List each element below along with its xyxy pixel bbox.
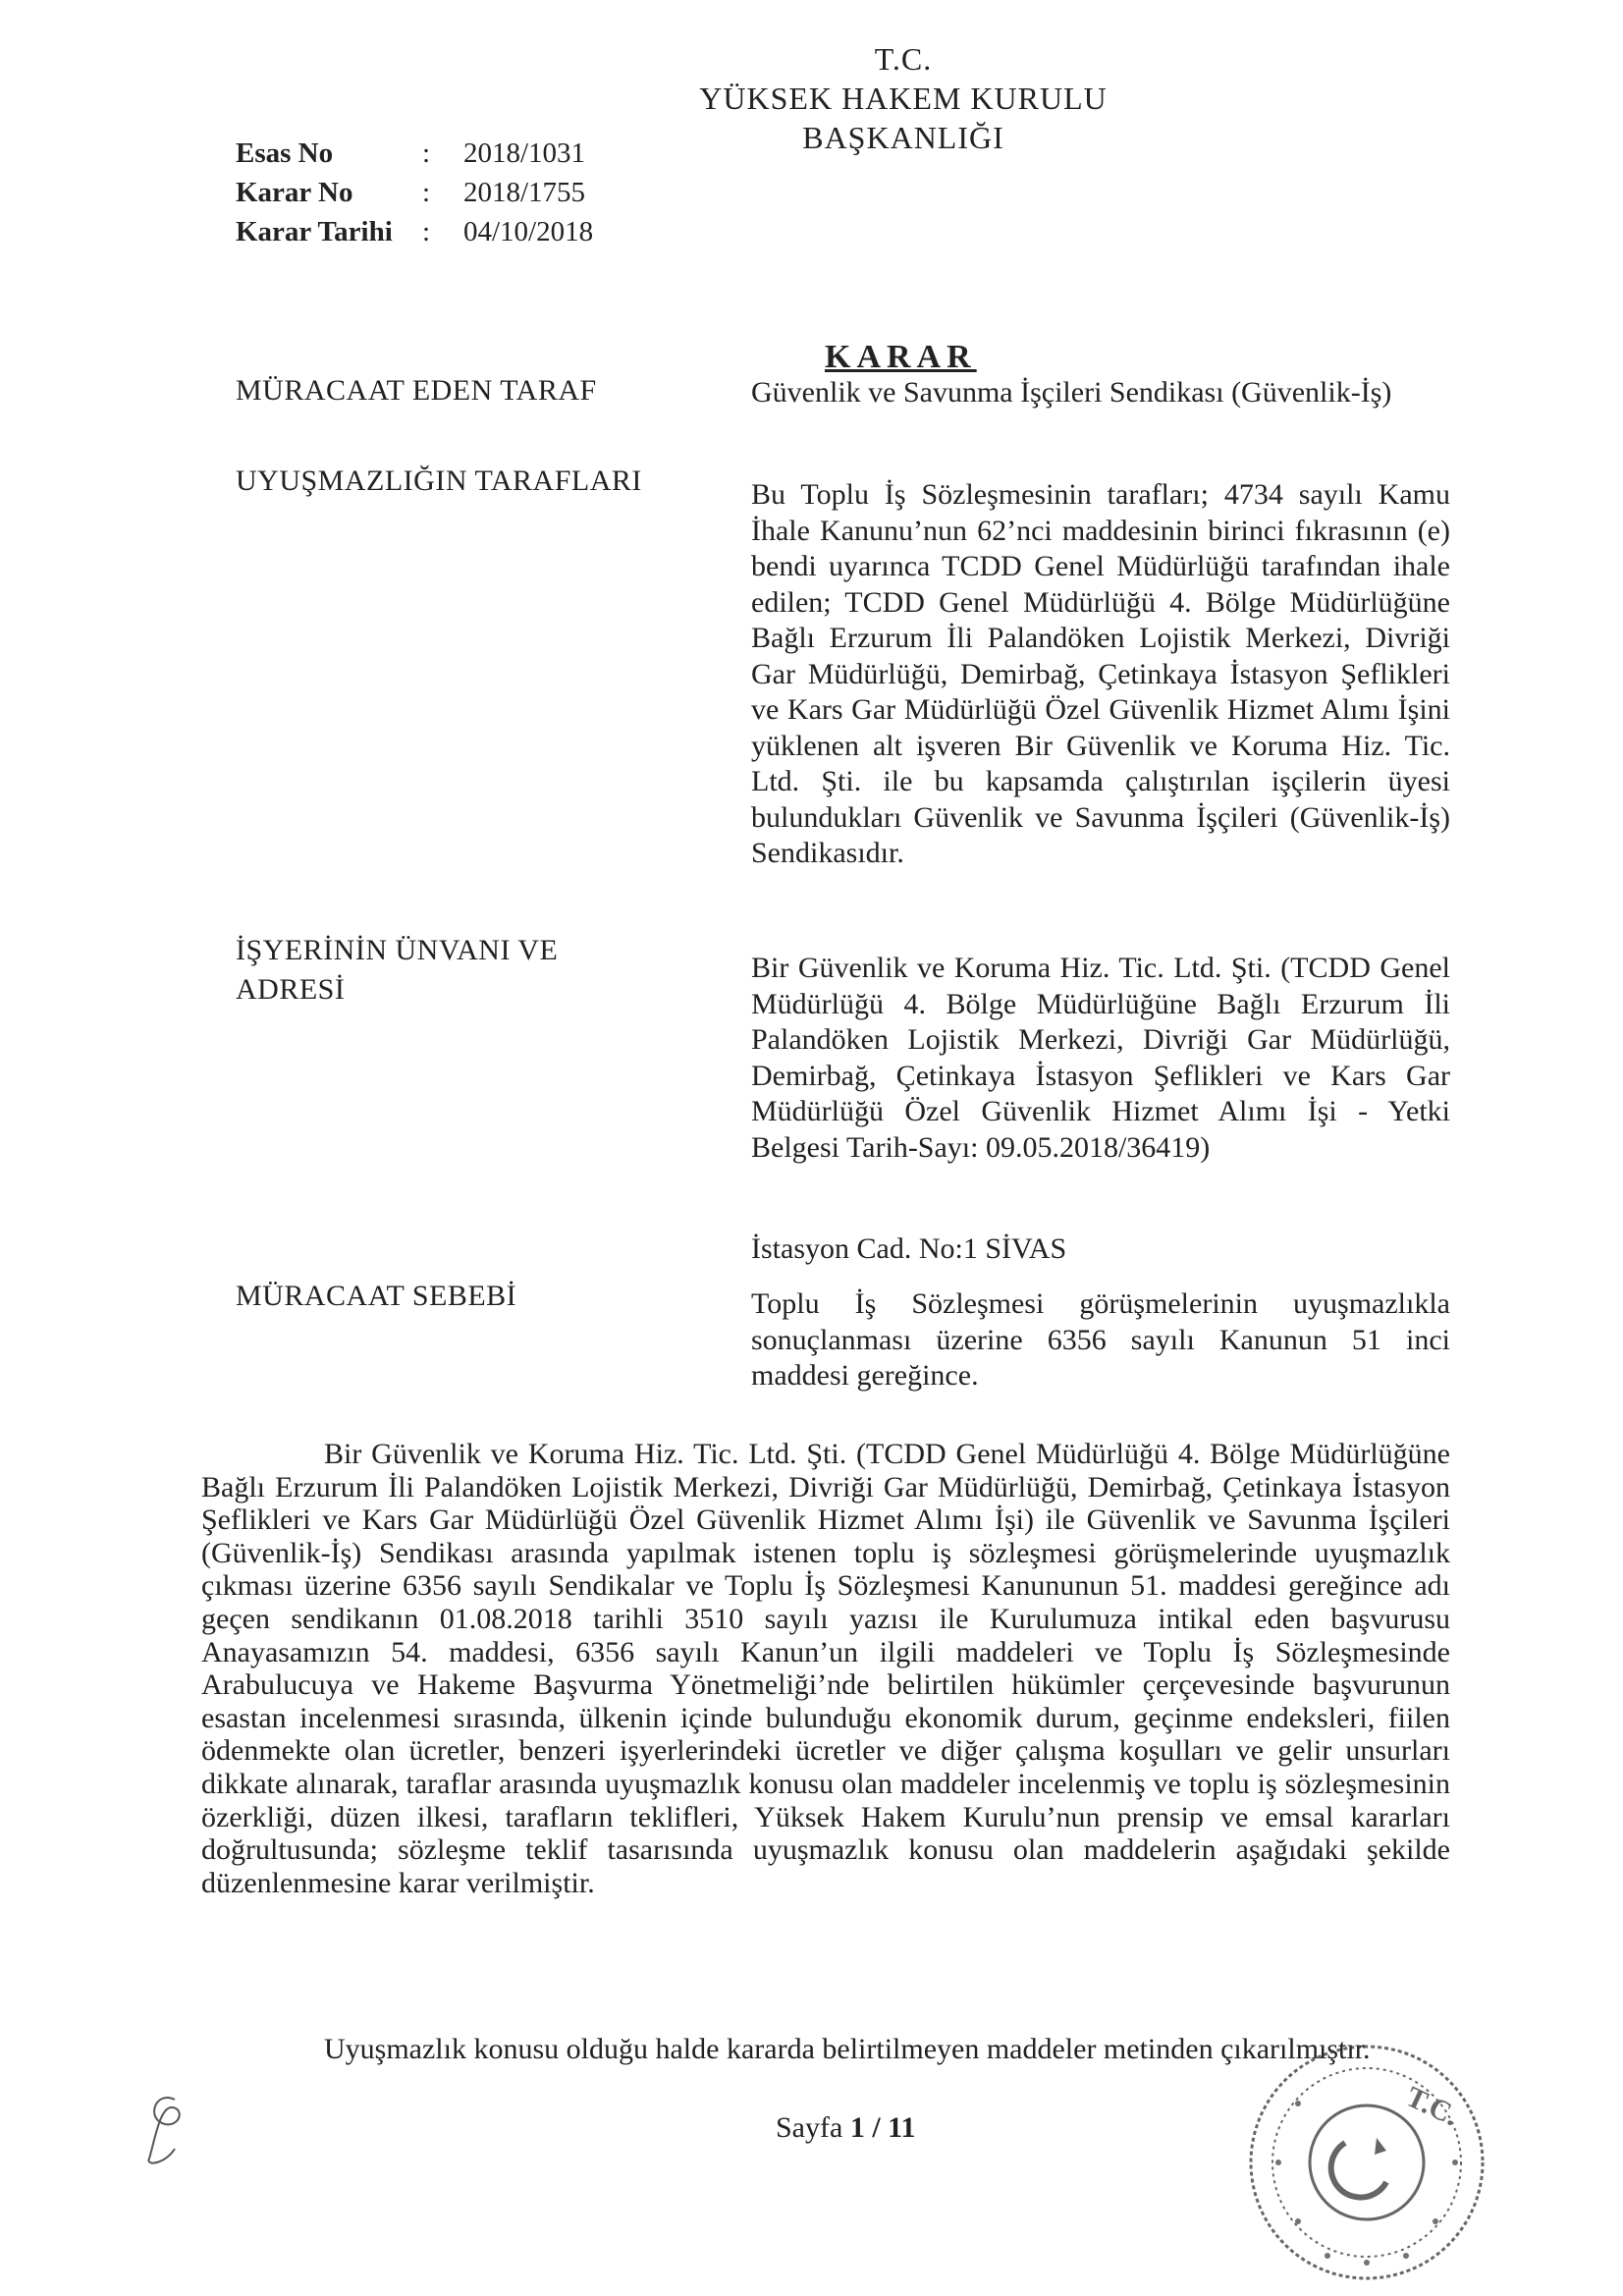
case-meta: [236, 134, 593, 251]
text-workplace: Bir Güvenlik ve Koruma Hiz. Tic. Ltd. Şti. (TCDD Genel Müdürlüğü 4. Bölge Müdürlüğüne Bağlı Erzurum İli Palandöken Lojistik Merkezi, Divriği Gar Müdürlüğü, Demirbağ, Çetinkaya İstasyon Şeflikleri ve Kars Gar Müdürlüğü Özel Güvenlik Hizmet Alımı İşi - Yetki Belgesi Tarih-Sayı: 09.05.2018/36419): [751, 952, 1450, 1164]
meta-value: 04/10/2018: [463, 216, 594, 247]
meta-value: 2018/1755: [463, 177, 586, 208]
meta-separator: :: [422, 177, 431, 208]
meta-label: Karar Tarihi: [236, 216, 393, 247]
official-seal-stamp: [1239, 2035, 1494, 2290]
body-paragraph-1: Bir Güvenlik ve Koruma Hiz. Tic. Ltd. Şti. (TCDD Genel Müdürlüğü 4. Bölge Müdürlüğüne Bağlı Erzurum İli Palandöken Lojistik Merkezi, Divriği Gar Müdürlüğü, Demirbağ, Çetinkaya İstasyon Şeflikleri ve Kars Gar Müdürlüğü Özel Güvenlik Hizmet Alımı İşi) ile Güvenlik ve Savunma İşçileri (Güvenlik-İş) Sendikası arasında yapılmak istenen toplu iş sözleşmesi görüşmelerinde uyuşmazlık çıkması üzerine 6356 sayılı Sendikalar ve Toplu İş Sözleşmesi Kanununun 51. maddesi gereğince adı geçen sendikanın 01.08.2018 tarihli 3510 sayılı yazısı ile Kurulumuza intikal eden başvurusu Anayasamızın 54. maddesi, 6356 sayılı Kanun’un ilgili maddeleri ve Toplu İş Sözleşmesinde Arabulucuya ve Hakeme Başvurma Yönetmeliği’nde belirtilen hükümler çerçevesinde başvurunun esastan incelenmesi sırasında, ülkenin içinde bulunduğu ekonomik durum, geçinme endeksleri, fiilen ödenmekte olan ücretler, benzeri işyerlerindeki ücretler ve diğer çalışma koşulları ve gelir unsurları dikkate alınarak, taraflar arasında uyuşmazlık konusu olan maddeler incelenmiş ve toplu iş sözleşmesinin özerkliği, düzen ilkesi, tarafların teklifleri, Yüksek Hakem Kurulu’nun prensip ve emsal kararları doğrultusunda; sözleşme teklif tasarısında uyuşmazlık konusu olan maddelerin aşağıdaki şekilde düzenlenmesine karar verilmiştir.: [201, 1438, 1450, 1899]
institution-header: [648, 39, 1159, 157]
page-number: [776, 2111, 916, 2145]
label-applicant: MÜRACAAT EDEN TARAF: [236, 374, 597, 407]
label-reason: MÜRACAAT SEBEBİ: [236, 1280, 517, 1312]
header-presidency: BAŞKANLIĞI: [802, 120, 1004, 155]
meta-label: Esas No: [236, 137, 334, 169]
meta-label: Karar No: [236, 177, 353, 208]
seal-letters: T.C.: [1401, 2080, 1464, 2133]
label-workplace-line2: ADRESİ: [236, 973, 346, 1006]
label-parties: UYUŞMAZLIĞIN TARAFLARI: [236, 465, 642, 497]
decision-title: KARAR: [825, 339, 977, 375]
text-parties: Bu Toplu İş Sözleşmesinin tarafları; 4734 sayılı Kamu İhale Kanunu’nun 62’nci maddesinin birinci fıkrasının (e) bendi uyarınca TCDD Genel Müdürlüğü tarafından ihale edilen; TCDD Genel Müdürlüğü 4. Bölge Müdürlüğüne Bağlı Erzurum İli Palandöken Lojistik Merkezi, Divriği Gar Müdürlüğü, Demirbağ, Çetinkaya İstasyon Şeflikleri ve Kars Gar Müdürlüğü Özel Güvenlik Hizmet Alımı İşini yüklenen alt işveren Bir Güvenlik ve Koruma Hiz. Tic. Ltd. Şti. ile bu kapsamda çalıştırılan işçilerin üyesi bulundukları Güvenlik ve Savunma İşçileri (Güvenlik-İş) Sendikasıdır.: [751, 478, 1450, 869]
text-workplace-address: İstasyon Cad. No:1 SİVAS: [751, 1232, 1067, 1265]
text-applicant: Güvenlik ve Savunma İşçileri Sendikası (Güvenlik-İş): [751, 376, 1392, 409]
initial-signature: [135, 2080, 204, 2168]
meta-separator: :: [422, 216, 431, 247]
meta-row-esas: [236, 134, 593, 173]
body-paragraph-2: Uyuşmazlık konusu olduğu halde kararda belirtilmeyen maddeler metinden çıkarılmıştır.: [324, 2033, 1371, 2065]
meta-separator: :: [422, 137, 431, 169]
label-workplace: [236, 931, 687, 1010]
meta-row-karar: [236, 173, 593, 212]
meta-row-tarih: [236, 212, 593, 251]
label-workplace-line1: İŞYERİNİN ÜNVANI VE: [236, 934, 559, 966]
meta-value: 2018/1031: [463, 137, 586, 169]
text-reason: Toplu İş Sözleşmesi görüşmelerinin uyuşmazlıkla sonuçlanması üzerine 6356 sayılı Kanunun 51 inci maddesi gereğince.: [751, 1287, 1450, 1392]
page-number-prefix: Sayfa: [776, 2111, 850, 2144]
header-institution: YÜKSEK HAKEM KURULU: [699, 81, 1108, 116]
page-number-value: 1 / 11: [849, 2111, 916, 2144]
header-tc: T.C.: [874, 41, 933, 77]
